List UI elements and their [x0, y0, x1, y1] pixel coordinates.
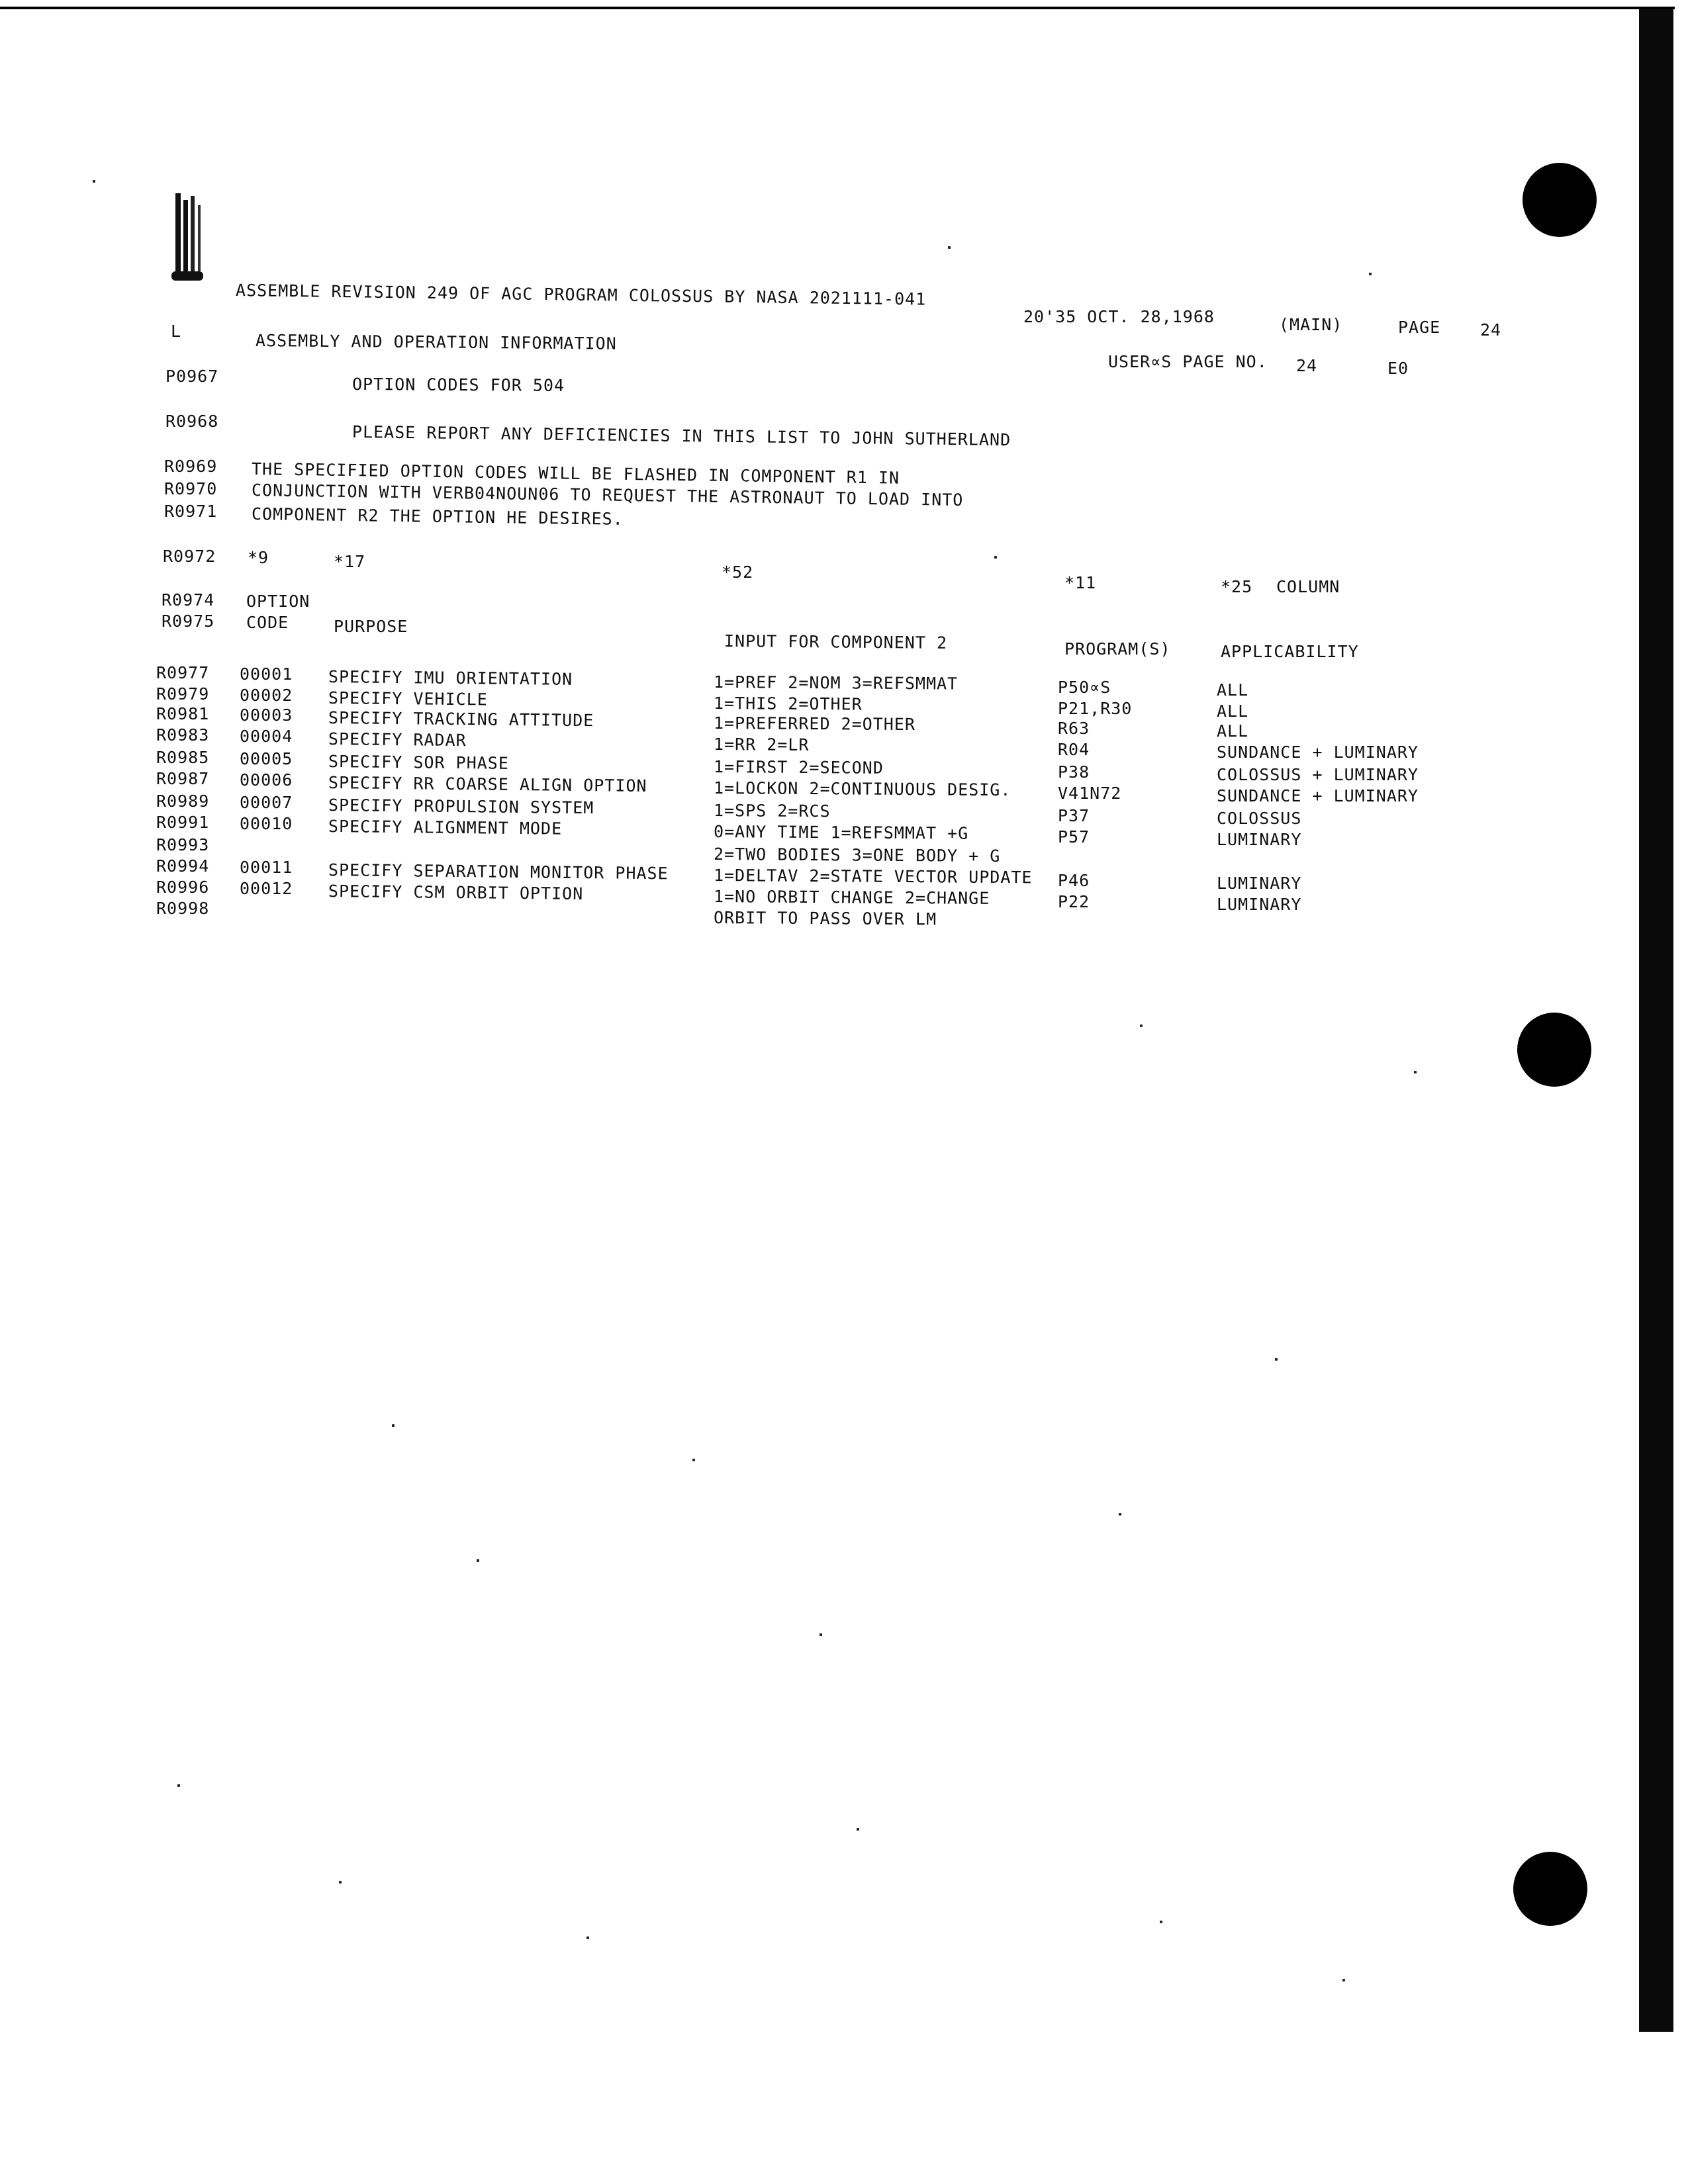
applicability: LUMINARY	[1217, 895, 1302, 914]
row-id: R0994	[156, 856, 210, 876]
option-code: 00007	[240, 793, 293, 812]
program-list: P57	[1058, 827, 1090, 846]
option-code: 00010	[240, 814, 293, 833]
row-id: R0981	[156, 704, 210, 723]
speck	[994, 556, 997, 559]
row-id: R0989	[156, 792, 210, 811]
program-list: P37	[1058, 806, 1090, 825]
row-id: R0985	[156, 748, 210, 767]
program-list: P22	[1058, 892, 1090, 911]
line-id: R0972	[163, 547, 216, 566]
punch-hole-middle	[1517, 1013, 1591, 1087]
document-code: E0	[1387, 359, 1409, 378]
applicability: SUNDANCE + LUMINARY	[1217, 743, 1419, 762]
timestamp: 20'35 OCT. 28,1968	[1023, 307, 1215, 326]
row-id: R0987	[156, 769, 210, 788]
row-id: R0991	[156, 813, 210, 832]
option-code: 00011	[240, 858, 293, 877]
column-label: COLUMN	[1276, 577, 1340, 596]
page-label: PAGE	[1398, 318, 1441, 337]
line-id: R0971	[164, 502, 218, 521]
page-number: 24	[1480, 320, 1502, 340]
speck	[1140, 1024, 1143, 1027]
program-list: V41N72	[1058, 784, 1122, 803]
speck	[586, 1936, 589, 1939]
component-input: 1=PREF 2=NOM 3=REFSMMAT	[713, 672, 959, 694]
row-id: R0996	[156, 878, 210, 897]
component-input: ORBIT TO PASS OVER LM	[713, 908, 937, 929]
page-left-margin	[0, 0, 58, 2032]
row-id: R0983	[156, 725, 210, 745]
speck	[1414, 1071, 1417, 1073]
column-width-1: *9	[248, 548, 269, 567]
component-input: 1=SPS 2=RCS	[713, 801, 831, 821]
applicability: LUMINARY	[1217, 874, 1302, 893]
user-page-label: USER∝S PAGE NO.	[1108, 352, 1268, 371]
applicability: SUNDANCE + LUMINARY	[1217, 786, 1419, 805]
line-text: THE SPECIFIED OPTION CODES WILL BE FLASHED IN COMPONENT R1 IN	[251, 459, 900, 488]
option-purpose: SPECIFY PROPULSION SYSTEM	[328, 796, 594, 818]
speck	[339, 1881, 342, 1884]
document-title: ASSEMBLY AND OPERATION INFORMATION	[255, 331, 617, 353]
speck	[1342, 1979, 1345, 1981]
option-code: 00001	[240, 664, 293, 684]
column-width-2: *17	[334, 552, 366, 571]
applicability: ALL	[1217, 702, 1249, 721]
option-code: 00004	[240, 727, 293, 746]
line-text: PLEASE REPORT ANY DEFICIENCIES IN THIS LIST TO JOHN SUTHERLAND	[352, 422, 1011, 450]
component-input: 1=THIS 2=OTHER	[713, 694, 863, 714]
option-purpose: SPECIFY RADAR	[328, 729, 467, 751]
program-list: P21,R30	[1058, 699, 1133, 718]
applicability: COLOSSUS	[1217, 809, 1302, 828]
option-purpose: SPECIFY RR COARSE ALIGN OPTION	[328, 773, 647, 796]
column-width-3: *52	[722, 563, 754, 582]
program-list: P38	[1058, 762, 1090, 782]
option-purpose: SPECIFY SOR PHASE	[328, 752, 510, 773]
option-code: 00006	[240, 770, 293, 790]
line-text: CONJUNCTION WITH VERB04NOUN06 TO REQUEST THE ASTRONAUT TO LOAD INTO	[251, 480, 964, 510]
option-purpose: SPECIFY TRACKING ATTITUDE	[328, 708, 594, 731]
component-input: 1=DELTAV 2=STATE VECTOR UPDATE	[713, 866, 1033, 887]
user-page-number: 24	[1296, 356, 1318, 375]
row-id: R0993	[156, 835, 210, 854]
column-width-5: *25	[1221, 577, 1253, 596]
row-id: R0977	[156, 663, 210, 682]
option-purpose: SPECIFY CSM ORBIT OPTION	[328, 882, 584, 904]
scan-right-edge	[1639, 9, 1673, 2032]
component-input: 1=FIRST 2=SECOND	[713, 757, 884, 778]
option-purpose: SPECIFY VEHICLE	[328, 688, 488, 709]
program-list: R63	[1058, 719, 1090, 738]
header-option: OPTION	[246, 592, 310, 611]
row-id: R0979	[156, 684, 210, 704]
speck	[477, 1559, 479, 1562]
component-input: 1=LOCKON 2=CONTINUOUS DESIG.	[713, 778, 1011, 800]
header-programs: PROGRAM(S)	[1064, 639, 1171, 659]
speck	[1119, 1513, 1121, 1516]
applicability: ALL	[1217, 680, 1249, 700]
component-input: 1=RR 2=LR	[713, 735, 810, 755]
speck	[1160, 1921, 1162, 1923]
line-id: R0968	[165, 412, 219, 431]
speck	[1275, 1358, 1278, 1361]
program-list: R04	[1058, 740, 1090, 759]
applicability: LUMINARY	[1217, 830, 1302, 849]
punch-hole-bottom	[1513, 1852, 1587, 1926]
header-input: INPUT FOR COMPONENT 2	[724, 631, 948, 653]
option-purpose: SPECIFY SEPARATION MONITOR PHASE	[328, 860, 669, 884]
scan-top-edge	[0, 7, 1675, 9]
line-id: R0970	[164, 479, 218, 498]
assemble-line: ASSEMBLE REVISION 249 OF AGC PROGRAM COLOSSUS BY NASA 2021111-041	[235, 281, 927, 309]
main-label: (MAIN)	[1279, 315, 1343, 334]
component-input: 1=PREFERRED 2=OTHER	[713, 713, 916, 735]
speck	[948, 246, 951, 249]
scan-bottom-area	[0, 2032, 1688, 2184]
option-purpose: SPECIFY ALIGNMENT MODE	[328, 817, 563, 839]
header-applicability: APPLICABILITY	[1221, 642, 1359, 661]
component-input: 1=NO ORBIT CHANGE 2=CHANGE	[713, 887, 990, 908]
option-code: 00012	[240, 879, 293, 898]
applicability: COLOSSUS + LUMINARY	[1217, 765, 1419, 784]
line-text: COMPONENT R2 THE OPTION HE DESIRES.	[251, 504, 624, 529]
line-id: R0975	[162, 612, 215, 631]
speck	[93, 180, 95, 183]
component-input: 2=TWO BODIES 3=ONE BODY + G	[713, 844, 1001, 866]
column-width-4: *11	[1064, 573, 1097, 592]
row-id: R0998	[156, 899, 210, 918]
header-code: CODE	[246, 613, 289, 632]
program-list: P50∝S	[1058, 678, 1111, 697]
punch-hole-top	[1523, 163, 1597, 237]
binder-clip-icon	[169, 193, 209, 286]
column-l: L	[171, 322, 182, 341]
speck	[392, 1424, 395, 1427]
speck	[857, 1828, 859, 1831]
component-input: 0=ANY TIME 1=REFSMMAT +G	[713, 822, 969, 843]
speck	[1369, 273, 1372, 275]
line-id: P0967	[165, 367, 219, 386]
line-id: R0974	[162, 590, 215, 610]
line-text: OPTION CODES FOR 504	[352, 375, 565, 395]
option-code: 00003	[240, 705, 293, 725]
header-purpose: PURPOSE	[334, 617, 408, 636]
line-id: R0969	[164, 457, 218, 476]
program-list: P46	[1058, 871, 1090, 890]
applicability: ALL	[1217, 721, 1249, 741]
speck	[177, 1784, 180, 1787]
option-code: 00005	[240, 749, 293, 768]
speck	[692, 1459, 695, 1461]
speck	[820, 1633, 822, 1636]
option-purpose: SPECIFY IMU ORIENTATION	[328, 667, 573, 689]
option-code: 00002	[240, 686, 293, 705]
